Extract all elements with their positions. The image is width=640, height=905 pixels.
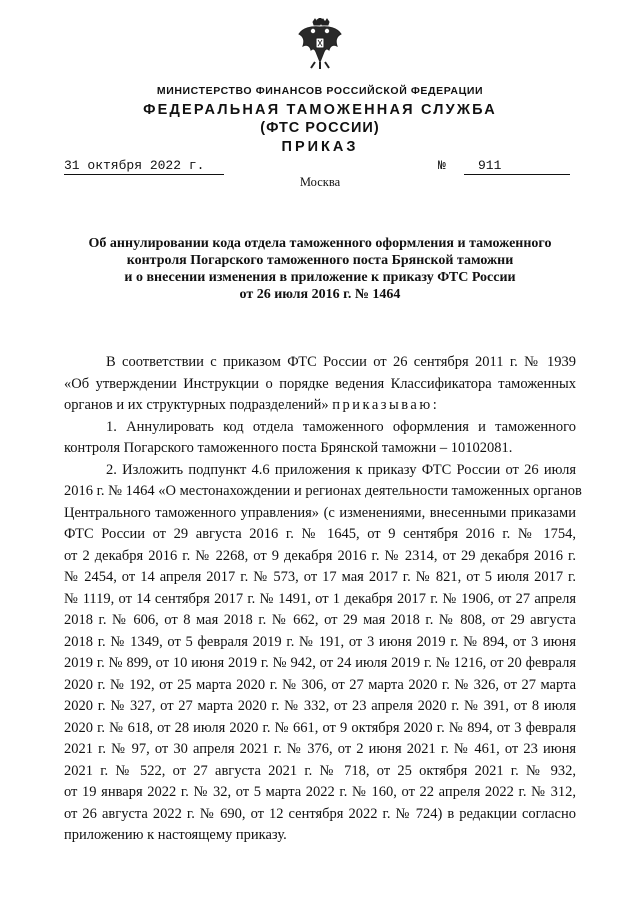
- order-body: [64, 352, 582, 847]
- item-2-line: Центрального таможенного управления» (с изменениями, внесенными приказами: [64, 504, 576, 521]
- item-2-line: 2021 г. № 522, от 27 августа 2021 г. № 718, от 25 октября 2021 г. № 932,: [64, 762, 576, 779]
- item-2-line: 2020 г. № 618, от 28 июля 2020 г. № 661, от 9 октября 2020 г. № 894, от 3 февраля: [64, 719, 576, 736]
- item-1-line: 1. Аннулировать код отдела таможенного оформления и таможенного: [106, 418, 576, 435]
- item-2-line: от 2 декабря 2016 г. № 2268, от 9 декабря 2016 г. № 2314, от 29 декабря 2016 г.: [64, 547, 576, 564]
- service-abbreviation: (ФТС РОССИИ): [260, 120, 380, 136]
- body-line: [64, 395, 576, 417]
- intro-last-text: органов и их структурных подразделений»: [64, 397, 329, 413]
- item-2-line: 2016 г. № 1464 «О местонахождении и регионах деятельности таможенных органов: [64, 483, 582, 499]
- title-line: контроля Погарского таможенного поста Брянской таможни: [126, 253, 514, 268]
- item-2-line: 2020 г. № 327, от 27 марта 2020 г. № 332, от 23 апреля 2020 г. № 391, от 8 июля: [64, 698, 576, 714]
- order-number: 911: [464, 158, 570, 175]
- ministry-name: МИНИСТЕРСТВО ФИНАНСОВ РОССИЙСКОЙ ФЕДЕРАЦИИ: [156, 85, 484, 97]
- item-2-line: 2. Изложить подпункт 4.6 приложения к приказу ФТС России от 26 июля: [106, 461, 576, 478]
- coat-of-arms-icon: [297, 18, 343, 70]
- item-2-line: 2018 г. № 606, от 8 мая 2018 г. № 662, от 29 мая 2018 г. № 808, от 29 августа: [64, 612, 576, 628]
- title-line: Об аннулировании кода отдела таможенного оформления и таможенного: [88, 236, 552, 251]
- body-line: «Об утверждении Инструкции о порядке ведения Классификатора таможенных: [64, 375, 576, 392]
- order-title: [60, 235, 580, 303]
- item-2-line: № 1119, от 14 сентября 2017 г. № 1491, от 1 декабря 2017 г. № 1906, от 27 апреля: [64, 590, 576, 607]
- item-2-line: от 19 января 2022 г. № 32, от 5 марта 2022 г. № 160, от 22 апреля 2022 г. № 312,: [64, 784, 576, 800]
- document-type: ПРИКАЗ: [281, 139, 359, 155]
- item-2-line: от 26 августа 2022 г. № 690, от 12 сентября 2022 г. № 724) в редакции согласно: [64, 805, 576, 822]
- item-2-line: 2021 г. № 97, от 30 апреля 2021 г. № 376, от 2 июня 2021 г. № 461, от 23 июня: [64, 741, 576, 757]
- order-date: 31 октября 2022 г.: [64, 158, 224, 175]
- body-line: В соответствии с приказом ФТС России от 26 сентября 2011 г. № 1939: [106, 354, 576, 370]
- item-2-line: 2019 г. № 899, от 10 июня 2019 г. № 942, от 24 июля 2019 г. № 1216, от 20 февраля: [64, 655, 576, 671]
- service-name: ФЕДЕРАЛЬНАЯ ТАМОЖЕННАЯ СЛУЖБА: [143, 102, 497, 118]
- city: Москва: [299, 175, 341, 189]
- item-2-line: 2020 г. № 192, от 25 марта 2020 г. № 306, от 27 марта 2020 г. № 326, от 27 марта: [64, 676, 576, 693]
- order-number-label: №: [438, 158, 446, 173]
- spaced-command: приказываю:: [332, 397, 440, 413]
- title-line: от 26 июля 2016 г. № 1464: [239, 287, 401, 302]
- item-2-line: приложению к настоящему приказу.: [64, 827, 287, 843]
- title-line: и о внесении изменения в приложение к приказу ФТС России: [124, 270, 516, 285]
- item-2-line: 2018 г. № 1349, от 5 февраля 2019 г. № 191, от 3 июня 2019 г. № 894, от 3 июня: [64, 633, 576, 650]
- item-1-line: контроля Погарского таможенного поста Брянской таможни – 10102081.: [64, 440, 513, 456]
- item-2-line: № 2454, от 14 апреля 2017 г. № 573, от 17 мая 2017 г. № 821, от 5 июля 2017 г.: [64, 569, 576, 585]
- item-2-line: ФТС России от 29 августа 2016 г. № 1645, от 9 сентября 2016 г. № 1754,: [64, 526, 576, 542]
